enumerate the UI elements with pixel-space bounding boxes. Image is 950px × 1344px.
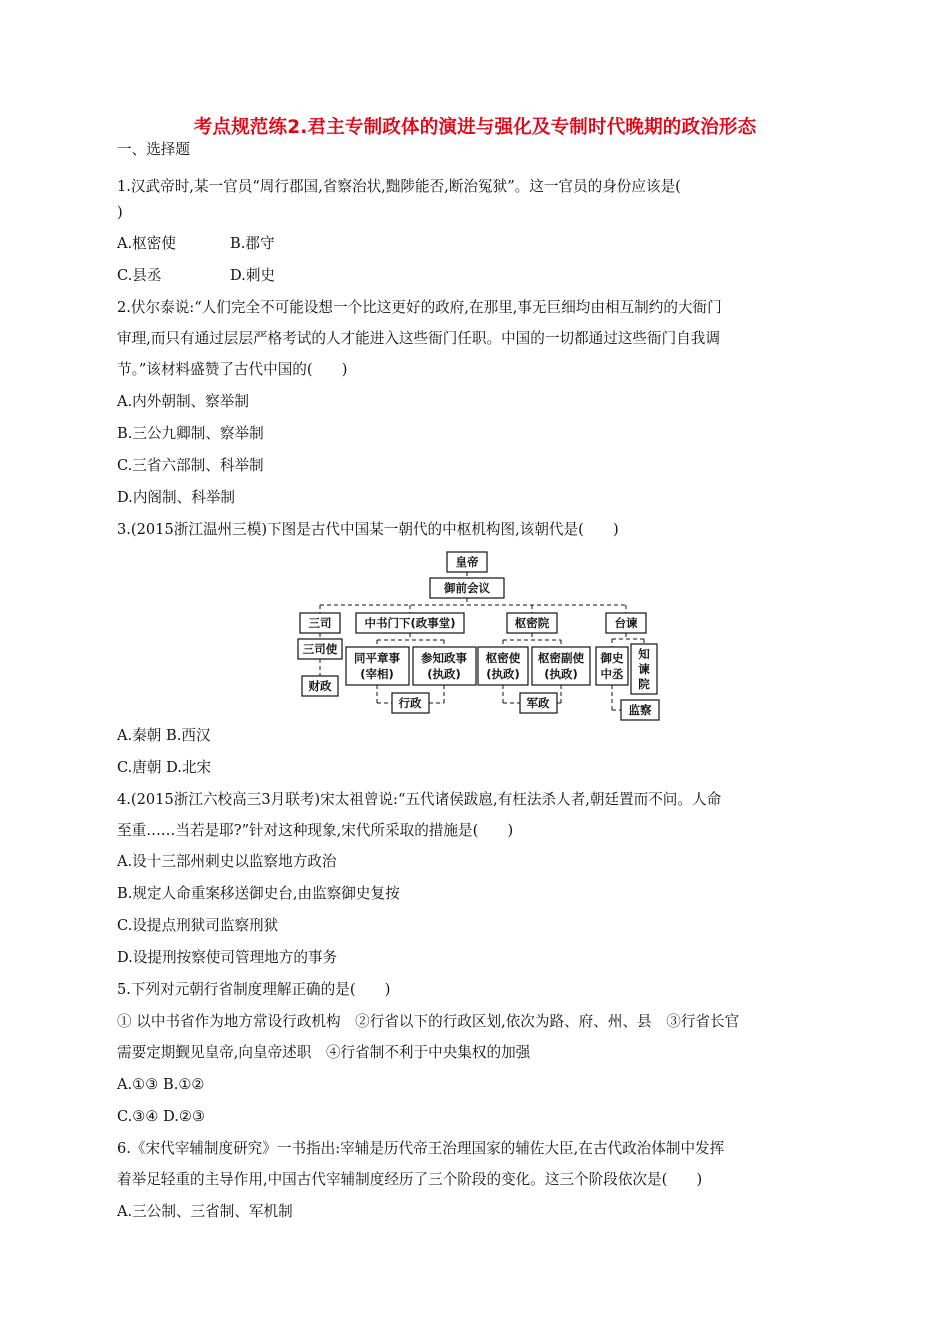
node-canzhi-1: 参知政事	[421, 651, 467, 665]
question-2-option-b: B.三公九卿制、察举制	[117, 425, 264, 442]
question-5-line-1: 5.下列对元朝行省制度理解正确的是( )	[117, 981, 391, 998]
question-5-line-2: ① 以中书省作为地方常设行政机构 ②行省以下的行政区划,依次为路、府、州、县 ③行省长官	[117, 1013, 740, 1030]
question-1-line-2: )	[117, 204, 123, 221]
question-1-options-row-1	[117, 234, 275, 254]
question-2-line-2: 审理,而只有通过层层严格考试的人才能进入这些衙门任职。中国的一切都通过这些衙门自我调	[117, 330, 720, 347]
node-zhijian-2: 谏	[638, 662, 650, 676]
question-3-option-ab: A.秦朝 B.西汉	[117, 727, 211, 744]
option-a: A.枢密使	[117, 235, 176, 252]
question-6-option-a: A.三公制、三省制、军机制	[117, 1203, 293, 1220]
section-heading: 一、选择题	[117, 141, 190, 158]
node-junzheng: 军政	[526, 696, 550, 710]
question-4-line-2: 至重……当若是耶?”针对这种现象,宋代所采取的措施是( )	[117, 822, 514, 839]
question-1-options-row-2	[117, 266, 276, 286]
node-emperor: 皇帝	[455, 555, 479, 569]
question-4-option-a: A.设十三部州刺史以监察地方政治	[117, 853, 337, 870]
question-5-line-3: 需要定期觐见皇帝,向皇帝述职 ④行省制不利于中央集权的加强	[117, 1044, 531, 1061]
question-3-line-1: 3.(2015浙江温州三模)下图是古代中国某一朝代的中枢机构图,该朝代是( )	[117, 521, 619, 538]
node-zhijian-1: 知	[638, 647, 650, 661]
node-zhongshu: 中书门下(政事堂)	[364, 616, 456, 630]
question-5-option-ab: A.①③ B.①②	[117, 1076, 205, 1093]
question-6-line-1: 6.《宋代宰辅制度研究》一书指出:宰辅是历代帝王治理国家的辅佐大臣,在古代政治体制中发挥	[117, 1140, 725, 1157]
node-jiancha: 监察	[628, 703, 652, 717]
node-tongping-2: (宰相)	[360, 667, 394, 681]
node-yushi-1: 御史	[600, 651, 624, 665]
node-canzhi-2: (执政)	[427, 667, 461, 681]
node-shumifushi-2: (执政)	[544, 667, 578, 681]
page-title: 考点规范练2.君主专制政体的演进与强化及专制时代晚期的政治形态	[193, 117, 757, 138]
node-shumiyuan: 枢密院	[514, 616, 550, 630]
question-4-option-c: C.设提点刑狱司监察刑狱	[117, 917, 279, 934]
question-2-option-c: C.三省六部制、科举制	[117, 457, 264, 474]
node-council: 御前会议	[444, 581, 490, 595]
question-4-option-b: B.规定人命重案移送御史台,由监察御史复按	[117, 885, 400, 902]
node-sansi: 三司	[308, 616, 332, 630]
node-xingzheng: 行政	[398, 696, 422, 710]
node-tongping-1: 同平章事	[354, 651, 400, 665]
question-5-option-cd: C.③④ D.②③	[117, 1108, 206, 1125]
question-2-line-1: 2.伏尔泰说:“人们完全不可能设想一个比这更好的政府,在那里,事无巨细均由相互制约的大衙门	[117, 299, 722, 316]
option-b: B.郡守	[230, 235, 275, 252]
question-2-option-a: A.内外朝制、察举制	[117, 393, 249, 410]
question-4-option-d: D.设提刑按察使司管理地方的事务	[117, 949, 338, 966]
node-shumifushi-1: 枢密副使	[538, 651, 584, 665]
question-2-line-3: 节。”该材料盛赞了古代中国的( )	[117, 361, 348, 378]
node-shumishi-1: 枢密使	[485, 651, 521, 665]
question-1-line-1: 1.汉武帝时,某一官员“周行郡国,省察治状,黜陟能否,断治冤狱”。这一官员的身份应该是(	[117, 178, 681, 195]
question-3-option-cd: C.唐朝 D.北宋	[117, 759, 212, 776]
question-2-option-d: D.内阁制、科举制	[117, 489, 235, 506]
question-4-line-1: 4.(2015浙江六校高三3月联考)宋太祖曾说:“五代诸侯跋扈,有枉法杀人者,朝廷置而不问。人命	[117, 791, 722, 808]
node-sansishi: 三司使	[302, 642, 338, 656]
option-d: D.刺史	[230, 267, 276, 284]
node-taijian: 台谏	[614, 616, 638, 630]
option-c: C.县丞	[117, 267, 162, 284]
node-yushi-2: 中丞	[600, 667, 624, 681]
central-institutions-diagram	[290, 548, 690, 728]
node-caizheng: 财政	[308, 679, 332, 693]
node-zhijian-3: 院	[638, 677, 650, 691]
node-shumishi-2: (执政)	[486, 667, 520, 681]
question-6-line-2: 着举足轻重的主导作用,中国古代宰辅制度经历了三个阶段的变化。这三个阶段依次是( )	[117, 1171, 703, 1188]
